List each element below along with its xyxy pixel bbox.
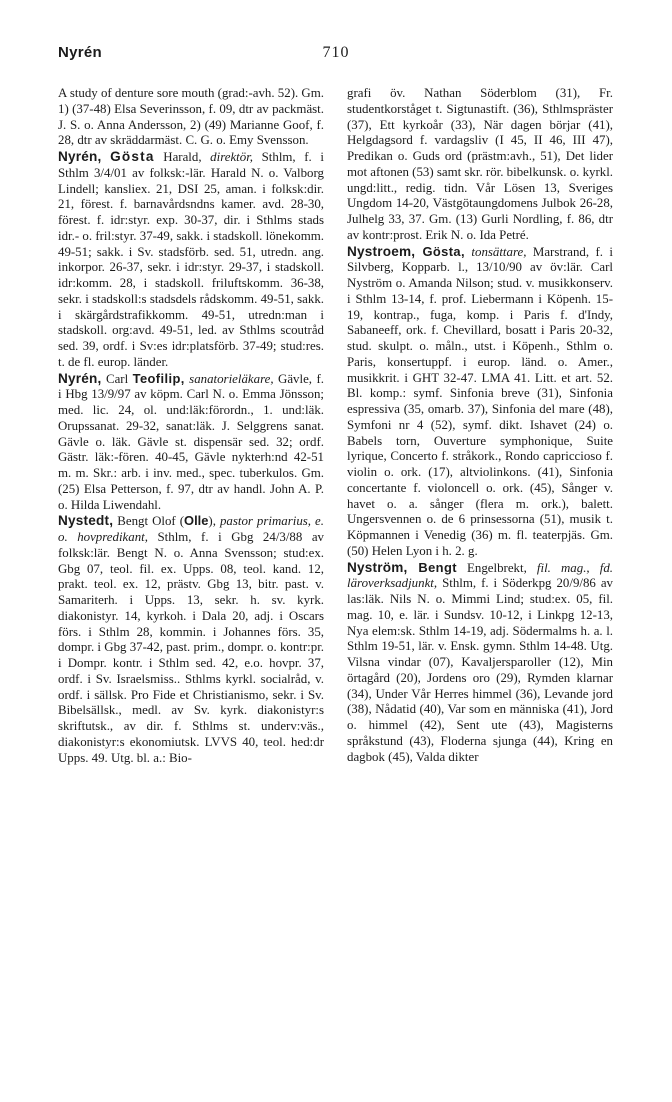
entry-text: Marstrand, f. i Silvberg, Kopparb. l., 13/10/90 av öv:lär. Carl Nyström o. Amanda Nilson; stud. v. musikkonserv. i Sthlm 13-14, f. prof. Liebermann i Köpenh. 15-19, kontrap., fuga, komp. i Paris f. d'Indy, Sabaneeff, ork. f. Chevillard, bosatt i Paris 20-32, stud. skulpt. o. måln., utst. i Köpenh., Sthlm o. Paris, konsertuppf. i europ. länd. o. Amer., musikkrit. i GHT 32-47. LMA 41. Litt. et art. 52. Bl. komp.: symf. Sinfonia breve (31), Sinfonia espressiva (35, omarb. 37), Sinfonia del mare (48), Symfoni nr 4 (52), symf. dikt. Ishavet (24) o. Babels torn, Ouverture symphonique, Suite lyrique, Concerto f. stråkork., Rondo capriccioso f. violin o. ork. (17), altviolinkons. (41), Sinfonia concertante f. violoncell o. ork. (45), Sånger v. havet o. a. sånger (flera m. ork.), balett. Ungersvennen o. de 6 prinsessorna (51), musik t. Köpmannen i Venedig (36) m. fl. teaterpjäs. Gm. (50) Helen Lyon i h. 2. g.: [347, 244, 614, 558]
page-header: [58, 44, 614, 68]
entry-nystrom-bengt: [347, 560, 613, 766]
entry-occupation: fil. mag., fd. läroverksadjunkt,: [347, 560, 613, 591]
entry-text: Sthlm, f. i Gbg 24/3/88 av folksk:lär. Bengt N. o. Anna Svensson; stud:ex. Gbg 07, teol. fil. ex. Upps. 08, teol. kand. 12, prakt. teol. ex. 12, prästv. Gbg 13, bitr. past. v. Samariterh. i Upps. 13, sekr. h. sv. kyrk. diakonistyr. 14, kyrkoh. i Dala 20, adj. i Oscars förs. i Sthlm 28, kommin. i Johannes förs. 35, dompr. i Gbg 37-42, past. prim., dompr. o. kontr:pr. i Dompr. kontr. i Sthlm sed. 42, e.o. hovpr. 37, ordf. i Sv. Israelsmiss.. Sthlms kyrkl. socialråd, v. ordf. i sällsk. Pro Fide et Christianismo, sekr. i Sv. Bibelsällsk., medl. av Sv. kyrk. diakonistyr:s skriftutsk., av dir. f. Sthlms st. underv:väs., diakonistyr:s ekonomiutsk. LVVS 40, teol. hed:dr Upps. 49. Utg. bl. a.: Bio-: [58, 530, 325, 765]
entry-occupation: sanatorieläkare,: [189, 371, 274, 386]
entry-text: A study of denture sore mouth (grad:-avh. 52). Gm. 1) (37-48) Elsa Severinsson, f. 09, dtr av packmäst. J. S. o. Anna Andersson, 2) (49) Marianne Goof, f. 28, dtr av skräddarmäst. C. G. o. Emy Svensson.: [58, 86, 324, 148]
entry-given-pre: Carl: [101, 371, 133, 386]
running-head: Nyrén: [58, 44, 103, 61]
entry-given-pre: Bengt Olof (: [113, 514, 185, 529]
page-number: 710: [322, 44, 350, 61]
entry-given-name: Gösta: [110, 149, 155, 164]
entry-given-rest: Engelbrekt,: [456, 560, 527, 575]
entry-nystedt-bengt: [58, 513, 324, 766]
right-column: [347, 86, 613, 765]
entry-text: Gävle, f. i Hbg 13/9/97 av köpm. Carl N. o. Emma Jönsson; med. lic. 24, ol. und:läk:förordn., 1. und:läk. Orupssanat. 29-32, sanat:läk. J. Selggrens sanat. Gävle o. läk. Gävle st. dispensär sed. 32; ordf. Gästr. läk:-fören. 40-45, Gävle nykterh:nd 42-51 m. m. Skr.: arb. i inv. med., spec. tuberkulos. Gm. (25) Elsa Petterson, f. 97, dtr av handl. John A. P. o. Hilda Liwendahl.: [58, 371, 324, 512]
entry-nyren-gosta: [58, 149, 324, 371]
entry-occupation: tonsättare,: [471, 244, 527, 259]
entry-occupation: pastor primarius, e. o. hovpredikant,: [58, 514, 324, 544]
entry-surname: Nyrén,: [58, 370, 102, 386]
entry-given-name: Gösta,: [415, 243, 465, 259]
entry-nyren-carl: [58, 371, 324, 514]
entry-text: Sthlm, f. i Söderkpg 20/9/86 av las:läk. Nils N. o. Mimmi Lind; stud:ex. 05, fil. mag. 10, e. lär. i Sundsv. 10-12, i Linkpg 12-13, Nya elem:sk. Sthlm 14-19, adj. Södermalms h. a. l. Sthlm 19-51, lär. v. Ensk. gymn. Sthlm 14-48. Utg. Vilsna vindar (07), Kavaljersparoller (12), Min örtagård (20), Jordens oro (29), Rymden klarnar (34), Under Vår Herres himmel (36), Levande jord (38), Nådatid (40), Var som en människa (41), Jord o. himmel (42), Sent ute (43), Magisterns språkstund (43), Floderna sjunga (44), Kring en dagbok (45), Valda dikter: [347, 576, 613, 764]
entry-given-name: Bengt: [407, 559, 457, 575]
entry-surname: Nystedt,: [58, 513, 114, 529]
entry-given-rest: Harald,: [154, 150, 202, 164]
left-column: [58, 86, 324, 766]
entry-given-name: Teofilip,: [132, 370, 185, 386]
entry-continuation: [58, 86, 324, 149]
entry-nystroem-gosta: [347, 244, 613, 560]
entry-text: Sthlm, f. i Sthlm 3/4/01 av folksk:-lär. Harald N. o. Valborg Lindell; kansliex. 21, DSI 25, aman. i folksk:dir. 21, förest. f. barnavårdsndns kamer. avd. 28-30, förest. f. idr:styr. exp. 30-37, dir. i Sthlms stads idr.- o. fril:styr. 37-49, sakk. i stadskoll. lönekomm. 49-51; sakk. i Sv. stadsförb. sed. 51, utredn. ang. inkorpor. 26-37, sekr. i idr:styr. 29-37, i stadskoll. idr:komm. 28, i stadskoll. friluftskomm. 36-38, sekr. i stadskoll:s stadsdels rådskomm. 49-51, sakk. i skärgårdstrafikkomm. 49-51, utredn:man i stadskoll. org:avd. 49-51, led. av Sthlms scoutråd sed. 39, ordf. i Sv:es idr:platsförb. 37-49; stud:res. t. de fl. europ. länder.: [58, 150, 324, 369]
entry-surname: Nystroem,: [347, 243, 416, 259]
entry-surname: Nyrén,: [58, 149, 102, 164]
entry-nickname: Olle: [184, 513, 209, 529]
entry-occupation: direktör,: [210, 150, 254, 164]
entry-text: grafi öv. Nathan Söderblom (31), Fr. studentkorståget t. Sigtunastift. (36), Sthlmspräster (37), Ett kyrkoår (33), När dagen börjar (41), Helgdagsord f. vardagsliv (I 45, II 46, III 47), Predikan o. Guds ord (prästm:avh., 51), Det lider mot aftonen (53) samt skr. rör. bibelkunsk. o. kyrkl. ungd:litt., redig. tidn. Vår Lösen 13, Sveriges Ungdom 14-20, Västgötaungdomens Julbok 26-28, Julhelg 33, 37. Gm. (13) Gurli Nordling, f. 86, dtr av kontr:prost. Erik N. o. Ida Petré.: [347, 86, 614, 242]
entry-continuation: [347, 86, 613, 244]
entry-surname: Nyström,: [347, 559, 408, 575]
entry-given-post: ),: [208, 514, 216, 529]
